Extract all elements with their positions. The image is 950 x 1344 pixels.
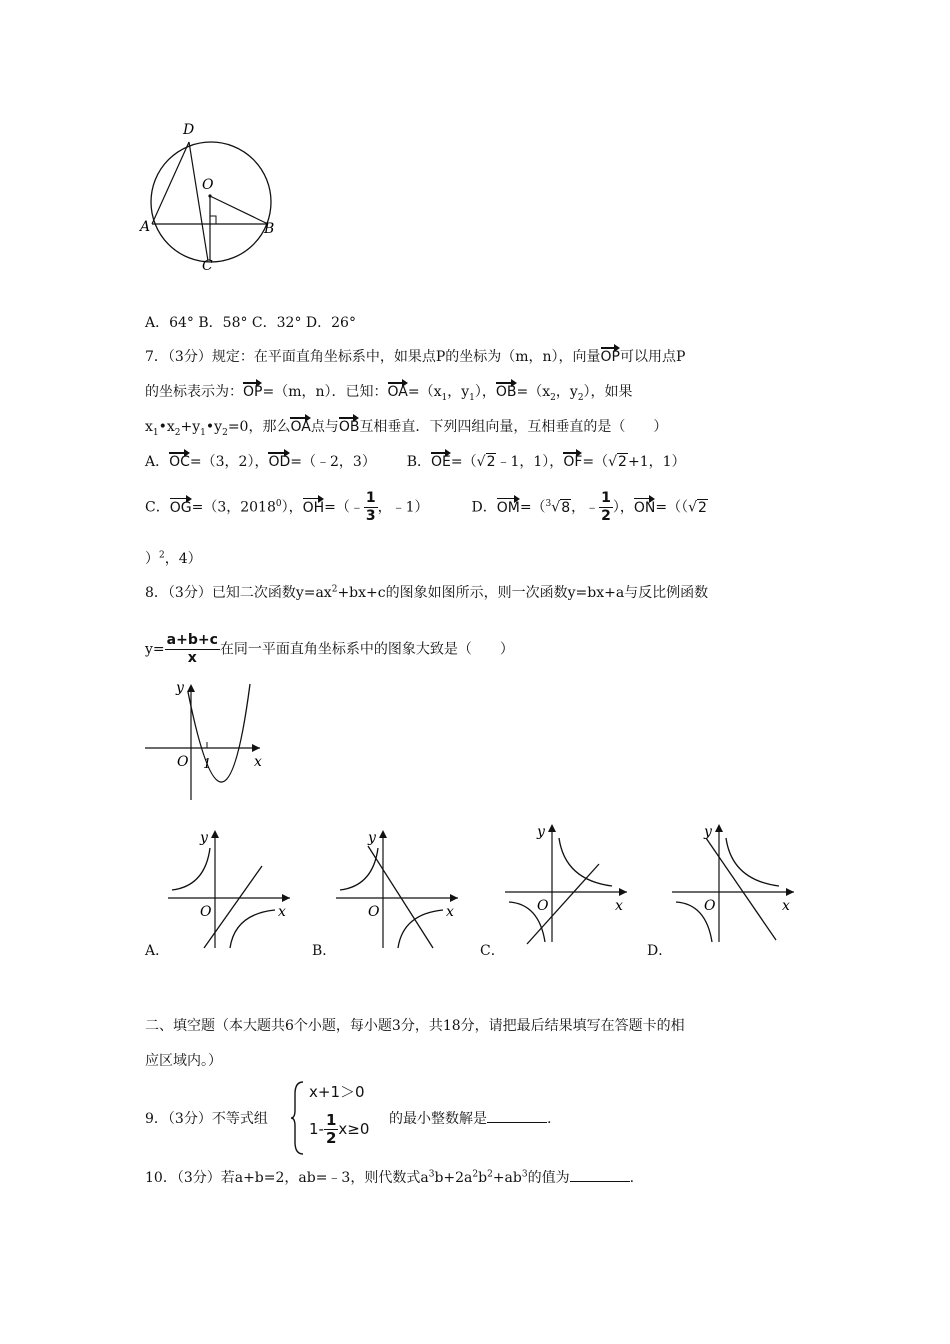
parabola-curve bbox=[188, 684, 250, 782]
q7-text: =（ bbox=[519, 499, 546, 516]
option-A-graph bbox=[160, 826, 295, 954]
hyperbola-branch-upper-left bbox=[172, 848, 210, 890]
q7-text: =（ bbox=[582, 454, 609, 470]
vector-OG: OG bbox=[170, 497, 192, 516]
option-D-graph bbox=[664, 820, 799, 948]
superscript: 3 bbox=[428, 1169, 435, 1180]
q7-line-2 bbox=[145, 381, 633, 403]
q7-text: ，﹣ bbox=[571, 499, 600, 516]
radicand: 2 bbox=[486, 454, 496, 470]
ineq2-part: 1- bbox=[309, 1120, 324, 1138]
option-A-label: A． bbox=[145, 454, 170, 470]
x-axis-arrow bbox=[786, 888, 794, 896]
sqrt-2: √2 bbox=[476, 454, 496, 470]
option-C-label: C． bbox=[145, 499, 170, 516]
q7-text: ）， bbox=[612, 499, 634, 516]
center-point bbox=[208, 194, 211, 197]
subscript: 2 bbox=[577, 392, 584, 403]
q9-tail bbox=[389, 1108, 551, 1128]
radicand: 8 bbox=[561, 499, 571, 516]
circle-geometry-figure bbox=[138, 118, 288, 278]
q10-text: b+2a bbox=[434, 1170, 473, 1186]
cbrt-8: √8 bbox=[551, 499, 571, 516]
fraction-one-half bbox=[324, 1112, 338, 1147]
label-y: y bbox=[368, 830, 376, 846]
q7-text: 的坐标表示为： bbox=[145, 384, 243, 400]
label-C: C bbox=[202, 258, 213, 274]
q10-text: 10．（3分）若a+b=2，ab=﹣3，则代数式a bbox=[145, 1170, 429, 1186]
denominator: 3 bbox=[365, 508, 376, 524]
circle-outline bbox=[151, 142, 271, 262]
x-axis-arrow bbox=[282, 894, 290, 902]
x-axis-arrow bbox=[252, 744, 260, 752]
chord-AD bbox=[152, 142, 189, 224]
label-D: D bbox=[183, 122, 195, 138]
y-axis-arrow bbox=[187, 684, 195, 692]
vector-OD: OD bbox=[268, 451, 290, 470]
q8-text: y= bbox=[145, 641, 165, 658]
section-2-heading-line-1: 二、填空题（本大题共6个小题，每小题3分，共18分，请把最后结果填写在答题卡的相 bbox=[145, 1018, 685, 1034]
subscript: 1 bbox=[441, 392, 448, 403]
label-x: x bbox=[782, 898, 790, 914]
superscript: 0 bbox=[275, 498, 282, 509]
q7-text: =0，那么 bbox=[227, 419, 291, 435]
y-axis-arrow bbox=[379, 830, 387, 838]
q8-option-C-label: C． bbox=[480, 943, 505, 959]
fraction-abc-over-x bbox=[165, 632, 220, 667]
numerator: 1 bbox=[601, 490, 611, 506]
label-O: O bbox=[200, 904, 212, 920]
denominator: 2 bbox=[325, 1129, 337, 1147]
subscript: 1 bbox=[200, 427, 206, 438]
label-O: O bbox=[537, 898, 549, 914]
q7-line-1 bbox=[145, 346, 685, 366]
q7-text: 7．（3分）规定：在平面直角坐标系中，如果点P的坐标为（m，n），向量 bbox=[145, 349, 601, 365]
q7-text: =（ bbox=[450, 454, 477, 470]
q7-text: ）， bbox=[474, 384, 496, 400]
denominator: 2 bbox=[601, 508, 611, 524]
q7-text: =（﹣ bbox=[324, 499, 364, 516]
q7-text: =（3，2018 bbox=[191, 499, 276, 516]
subscript: 2 bbox=[174, 427, 181, 438]
q7-text: 可以用点P bbox=[620, 349, 686, 365]
q7-text: +y bbox=[180, 419, 201, 435]
vector-OP: OP bbox=[601, 346, 620, 365]
q8-text: 8．（3分）已知二次函数y=ax bbox=[145, 585, 332, 601]
q8-option-D-label: D． bbox=[647, 943, 673, 959]
q7-text: 点与 bbox=[310, 419, 339, 435]
inequality-2 bbox=[309, 1112, 369, 1147]
vector-OC: OC bbox=[169, 451, 190, 470]
q7-text: =（（ bbox=[655, 499, 689, 516]
q7-text: =（3，2）， bbox=[189, 454, 269, 470]
q7-text: x bbox=[145, 419, 153, 435]
fraction-one-half bbox=[599, 490, 613, 525]
answer-blank[interactable] bbox=[570, 1169, 630, 1182]
numerator: a+b+c bbox=[166, 632, 218, 648]
y-axis-arrow bbox=[548, 824, 556, 832]
label-O: O bbox=[202, 177, 214, 193]
q6-options: A．64° B．58° C．32° D．26° bbox=[145, 315, 356, 331]
label-O: O bbox=[177, 754, 189, 770]
q8-line-2 bbox=[145, 632, 514, 667]
option-D-label: D． bbox=[471, 499, 497, 516]
label-y: y bbox=[200, 830, 208, 846]
inequality-1: x+1＞0 bbox=[309, 1083, 365, 1101]
radicand: 2 bbox=[618, 454, 627, 470]
label-x: x bbox=[254, 754, 262, 770]
chord-DC bbox=[189, 142, 208, 261]
superscript: 2 bbox=[487, 1169, 493, 1180]
vector-OM: OM bbox=[497, 497, 520, 516]
q7-text: ） bbox=[145, 551, 159, 567]
label-x: x bbox=[615, 898, 623, 914]
brace-curve bbox=[291, 1082, 303, 1154]
q10-text: b bbox=[478, 1170, 488, 1186]
q8-option-B-label: B． bbox=[312, 943, 337, 959]
hyperbola-branch-lower-right bbox=[230, 910, 275, 948]
vector-ON: ON bbox=[634, 497, 656, 516]
subscript: 1 bbox=[469, 392, 475, 403]
system-brace bbox=[291, 1080, 305, 1156]
answer-blank[interactable] bbox=[487, 1110, 547, 1123]
subscript: 2 bbox=[222, 427, 228, 438]
denominator: x bbox=[187, 650, 197, 666]
right-angle-mark bbox=[210, 216, 216, 224]
q7-line-6 bbox=[145, 548, 202, 568]
q10-line bbox=[145, 1167, 634, 1187]
q7-text: =（x bbox=[516, 384, 551, 400]
vector-OB: OB bbox=[496, 381, 517, 400]
numerator: 1 bbox=[365, 490, 376, 506]
label-y: y bbox=[704, 824, 712, 840]
q7-options-CD bbox=[145, 490, 708, 525]
label-x: x bbox=[278, 904, 286, 920]
option-C-graph bbox=[497, 820, 632, 948]
x-axis-arrow bbox=[619, 888, 627, 896]
ineq2-part: x≥0 bbox=[338, 1120, 370, 1138]
q7-text: ），如果 bbox=[583, 384, 633, 400]
q7-text: ，y bbox=[447, 384, 470, 400]
vector-OA: OA bbox=[290, 416, 310, 435]
q7-text: +1，1） bbox=[627, 454, 686, 470]
q7-text: ，y bbox=[555, 384, 578, 400]
q7-text: ﹣1，1）， bbox=[496, 454, 564, 470]
q7-line-3 bbox=[145, 416, 667, 438]
q7-text: ，﹣1） bbox=[377, 499, 429, 516]
vector-OE: OE bbox=[431, 451, 451, 470]
label-y: y bbox=[176, 680, 184, 696]
vector-OA: OA bbox=[388, 381, 408, 400]
subscript: 1 bbox=[152, 427, 159, 438]
q9-text: 的最小整数解是 bbox=[389, 1111, 487, 1127]
q10-text: . bbox=[629, 1170, 635, 1186]
label-y: y bbox=[537, 824, 545, 840]
option-B-graph bbox=[328, 826, 463, 954]
q9-text: . bbox=[547, 1111, 552, 1127]
vector-OH: OH bbox=[303, 497, 325, 516]
label-1: 1 bbox=[203, 757, 212, 772]
q9-label: 9．（3分）不等式组 bbox=[145, 1111, 268, 1127]
radicand: 2 bbox=[698, 499, 707, 516]
superscript: 2 bbox=[331, 584, 338, 595]
radius-OB bbox=[210, 196, 268, 224]
label-O: O bbox=[704, 898, 716, 914]
label-O: O bbox=[368, 904, 380, 920]
sqrt-2: √2 bbox=[608, 454, 627, 470]
q8-line-1 bbox=[145, 582, 708, 602]
parabola-graph bbox=[140, 676, 270, 806]
root-index: 3 bbox=[545, 498, 552, 509]
vector-OB: OB bbox=[339, 416, 360, 435]
fraction-one-third bbox=[364, 490, 378, 525]
linear-function bbox=[368, 846, 433, 948]
section-2-heading-line-2: 应区域内。） bbox=[145, 1053, 222, 1069]
q7-text: =（﹣2，3） bbox=[290, 454, 376, 470]
q7-text: =（m，n）．已知： bbox=[262, 384, 388, 400]
q7-text: ）， bbox=[281, 499, 303, 516]
q7-text: ，4） bbox=[164, 551, 202, 567]
subscript: 2 bbox=[550, 392, 556, 403]
superscript: 3 bbox=[521, 1169, 528, 1180]
q7-text: =（x bbox=[407, 384, 442, 400]
q7-text: •x bbox=[158, 419, 175, 435]
vector-OP: OP bbox=[243, 381, 262, 400]
sqrt-2: √2 bbox=[688, 499, 707, 516]
label-B: B bbox=[264, 221, 275, 237]
q8-text: 在同一平面直角坐标系中的图象大致是（ ） bbox=[219, 641, 514, 658]
superscript: 2 bbox=[472, 1169, 479, 1180]
label-x: x bbox=[446, 904, 454, 920]
vector-OF: OF bbox=[563, 451, 582, 470]
option-B-label: B． bbox=[406, 454, 432, 470]
x-axis-arrow bbox=[450, 894, 458, 902]
q8-text: +bx+c的图象如图所示，则一次函数y=bx+a与反比例函数 bbox=[337, 585, 709, 601]
y-axis-arrow bbox=[211, 830, 219, 838]
q10-text: +ab bbox=[492, 1170, 522, 1186]
linear-function bbox=[706, 838, 776, 940]
label-A: A bbox=[140, 219, 151, 235]
superscript: 2 bbox=[159, 550, 165, 561]
q7-options-AB bbox=[145, 451, 686, 471]
q7-text: 互相垂直．下列四组向量，互相垂直的是（ ） bbox=[359, 419, 668, 435]
hyperbola-branch-upper-left bbox=[340, 848, 378, 890]
q8-option-A-label: A． bbox=[145, 943, 170, 959]
q10-text: 的值为 bbox=[527, 1170, 570, 1186]
numerator: 1 bbox=[325, 1111, 337, 1129]
y-axis-arrow bbox=[715, 824, 723, 832]
q7-text: •y bbox=[205, 419, 223, 435]
